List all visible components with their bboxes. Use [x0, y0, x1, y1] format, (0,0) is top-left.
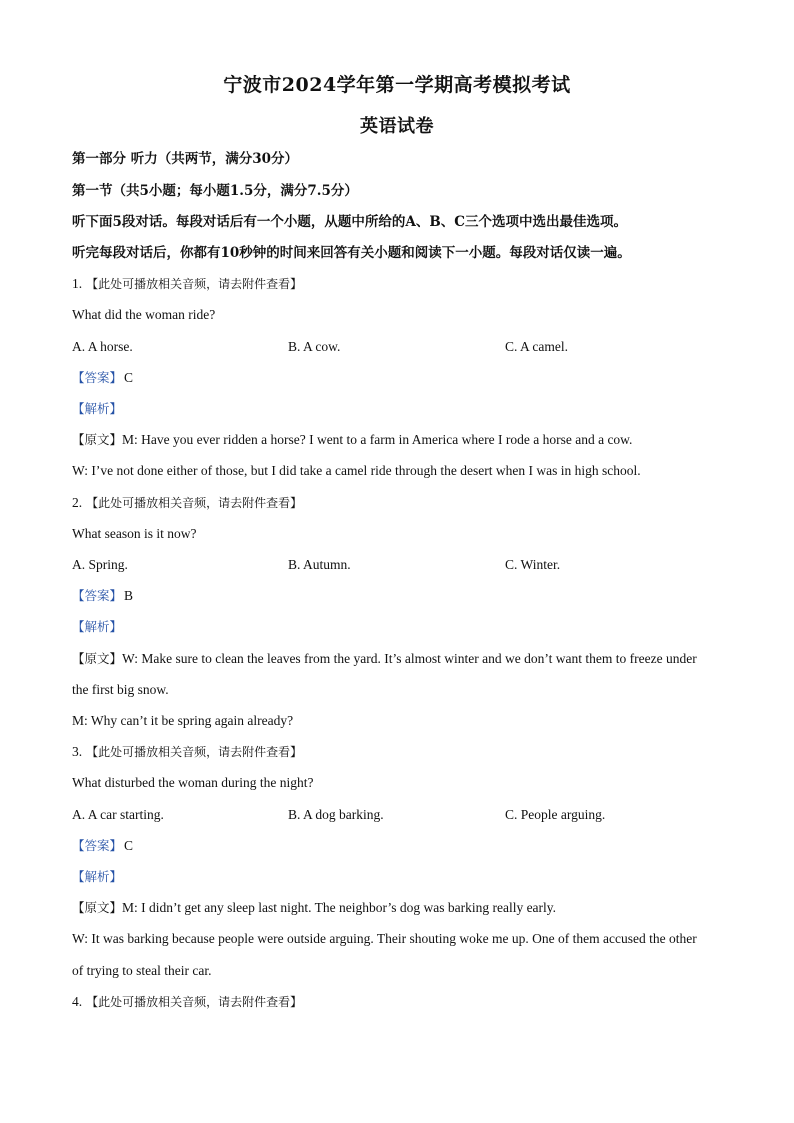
- question-2-option-c: C. Winter.: [505, 557, 561, 572]
- audio-note: 【此处可播放相关音频，请去附件查看】: [86, 995, 303, 1009]
- question-2-analysis: [72, 618, 732, 636]
- question-3-prompt: What disturbed the woman during the night?: [72, 775, 314, 790]
- question-3-analysis: [72, 868, 732, 886]
- exam-title: 宁波市2024学年第一学期高考模拟考试: [223, 74, 571, 96]
- question-1-option-b: B. A cow.: [288, 339, 341, 354]
- question-3-transcript-line: of trying to steal their car.: [72, 963, 212, 978]
- question-3-answer: [72, 837, 732, 855]
- original-label: 【原文】: [72, 651, 123, 666]
- section-heading: 第一节（共5小题；每小题1.5分，满分7.5分）: [72, 183, 358, 199]
- question-1-option-a: A. A horse.: [72, 339, 133, 354]
- exam-subtitle: 英语试卷: [360, 116, 434, 137]
- instruction-line-1: 听下面5段对话。每段对话后有一个小题，从题中所给的A、B、C三个选项中选出最佳选项。: [72, 214, 628, 230]
- answer-label: 【答案】: [72, 838, 123, 853]
- instruction-line-2: 听完每段对话后，你都有10秒钟的时间来回答有关小题和阅读下一小题。每段对话仅读一遍。: [72, 245, 631, 261]
- question-3-heading: [72, 743, 732, 761]
- audio-note: 【此处可播放相关音频，请去附件查看】: [86, 277, 303, 291]
- question-3-option-b: B. A dog barking.: [288, 807, 384, 822]
- question-2-transcript-line: [72, 650, 732, 668]
- transcript-text: M: Have you ever ridden a horse? I went to a farm in America where I rode a horse and a cow.: [122, 432, 633, 447]
- question-2-transcript-line: M: Why can’t it be spring again already?: [72, 713, 294, 728]
- question-1-heading: [72, 275, 732, 293]
- transcript-text: M: I didn’t get any sleep last night. The neighbor’s dog was barking really early.: [122, 900, 557, 915]
- question-number: 1.: [72, 276, 83, 291]
- question-1-transcript-line: W: I’ve not done either of those, but I did take a camel ride through the desert when I was in high school.: [72, 463, 641, 478]
- question-2-option-b: B. Autumn.: [288, 557, 351, 572]
- question-3-option-c: C. People arguing.: [505, 807, 606, 822]
- question-2-heading: [72, 494, 732, 512]
- question-3-option-a: A. A car starting.: [72, 807, 164, 822]
- answer-value: C: [124, 838, 134, 853]
- question-2-prompt: What season is it now?: [72, 526, 197, 541]
- answer-label: 【答案】: [72, 588, 123, 603]
- answer-value: B: [124, 588, 134, 603]
- question-number: 2.: [72, 495, 83, 510]
- question-2-transcript-line: the first big snow.: [72, 682, 169, 697]
- question-2-option-a: A. Spring.: [72, 557, 128, 572]
- question-number: 4.: [72, 994, 83, 1009]
- audio-note: 【此处可播放相关音频，请去附件查看】: [86, 745, 303, 759]
- question-3-transcript-line: W: It was barking because people were outside arguing. Their shouting woke me up. One of them accused the other: [72, 931, 697, 946]
- part-heading: 第一部分 听力（共两节，满分30分）: [72, 151, 298, 167]
- question-3-transcript-line: [72, 899, 732, 917]
- question-1-answer: [72, 369, 732, 387]
- audio-note: 【此处可播放相关音频，请去附件查看】: [86, 496, 303, 510]
- analysis-label: 【解析】: [72, 401, 123, 416]
- question-number: 3.: [72, 744, 83, 759]
- question-1-transcript-line: [72, 431, 732, 449]
- analysis-label: 【解析】: [72, 869, 123, 884]
- question-1-analysis: [72, 400, 732, 418]
- question-4-heading: [72, 993, 732, 1011]
- original-label: 【原文】: [72, 900, 123, 915]
- question-1-prompt: What did the woman ride?: [72, 307, 216, 322]
- question-2-answer: [72, 587, 732, 605]
- analysis-label: 【解析】: [72, 619, 123, 634]
- transcript-text: W: Make sure to clean the leaves from the yard. It’s almost winter and we don’t want them to freeze under: [122, 651, 697, 666]
- question-1-option-c: C. A camel.: [505, 339, 568, 354]
- answer-value: C: [124, 370, 134, 385]
- answer-label: 【答案】: [72, 370, 123, 385]
- original-label: 【原文】: [72, 432, 123, 447]
